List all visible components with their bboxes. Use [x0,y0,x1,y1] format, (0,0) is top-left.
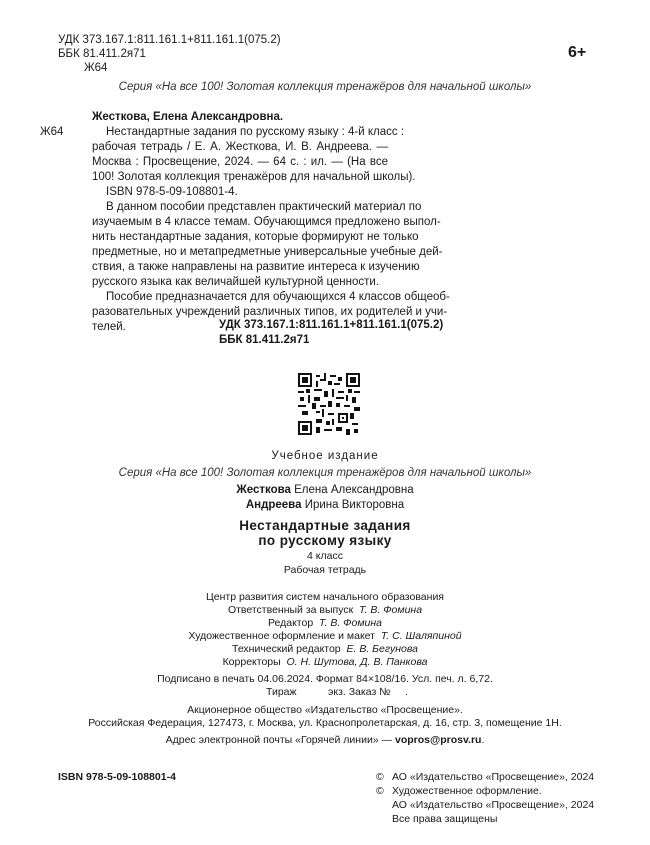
description-line: 100! Золотая коллекция тренажёров для начальной школы). [92,171,416,183]
run-label: Тираж [266,686,297,698]
copyright-line: Художественное оформление. [392,785,542,797]
description-line: Москва : Просвещение, 2024. — 64 с. : ил. — (На все [92,156,388,168]
credit-line [0,655,650,669]
rights-reserved: Все права защищены [392,813,498,825]
credit-line [0,642,650,656]
print-info: Подписано в печать 04.06.2024. Формат 84×108/16. Усл. печ. л. 6,72. [157,673,493,685]
author-2 [0,498,650,513]
hotline-label: Адрес электронной почты «Горячей линии» — [165,734,395,746]
catalog-description [92,125,450,335]
credit-role: Корректоры [222,656,281,668]
credit-role: Художественное оформление и макет [188,630,375,642]
copyright-symbol-icon: © [376,785,384,797]
annotation-line: изучаемым в 4 классе темам. Обучающимся предложено выпол- [92,216,441,228]
credit-line [0,629,650,643]
credit-role: Редактор [267,617,314,629]
footer-isbn: ISBN 978-5-09-108801-4 [58,771,176,783]
credit-person: Т. В. Фомина [359,604,423,616]
audience-line: Пособие предназначается для обучающихся 4 классов общеоб- [106,291,450,303]
credit-person: О. Н. Шутова, Д. В. Панкова [286,656,428,668]
audience-line: разовательных учреждений различных типов, их родителей и учи- [92,306,448,318]
isbn-line: ISBN 978-5-09-108801-4. [106,186,238,198]
credit-person: Е. В. Бегунова [346,643,418,655]
publisher-address: Российская Федерация, 127473, г. Москва, ул. Краснопролетарская, д. 16, стр. 3, помещение 1Н. [88,717,562,729]
book-type: Рабочая тетрадь [283,564,367,576]
author-surname: Андреева [245,499,302,511]
hotline [0,733,650,747]
annotation-line: предметные, но и метапредметные универсальные учебные дей- [92,246,443,258]
author-heading: Жесткова, Елена Александровна. [92,111,284,123]
author-given-name: Ирина Викторовна [304,499,405,511]
credit-role: Технический редактор [232,643,341,655]
catalog-bbk: ББК 81.411.2я71 [219,334,310,346]
hotline-email-link[interactable]: vopros@prosv.ru [394,734,482,746]
series-imprint: Серия «На все 100! Золотая коллекция тренажёров для начальной школы» [118,467,532,479]
book-title-line2: по русскому языку [258,533,392,548]
hotline-end: . [481,734,485,746]
credit-role: Ответственный за выпуск [227,604,354,616]
publisher-center: Центр развития систем начального образования [205,591,444,603]
annotation-line: В данном пособии представлен практический материал по [106,201,422,213]
age-rating: 6+ [568,44,587,61]
series-top: Серия «На все 100! Золотая коллекция тренажёров для начальной школы» [118,81,532,93]
copyright-line: АО «Издательство «Просвещение», 2024 [392,771,595,783]
annotation-line: ствия, а также направлены на развитие интереса к изучению [92,261,420,273]
audience-line: телей. [92,321,126,333]
annotation-line: русского языка как величайшей культурной ценности. [92,276,380,288]
copyright-symbol-icon: © [376,771,384,783]
credit-line [0,616,650,630]
order-end: . [405,686,408,698]
catalog-code: Ж64 [40,126,64,138]
description-line: рабочая тетрадь / Е. А. Жесткова, И. В. Андреева. — [92,141,388,153]
description-line: Нестандартные задания по русскому языку : 4-й класс : [106,126,405,138]
grade: 4 класс [307,550,343,562]
author-surname: Жесткова [236,484,291,496]
copyright-line: АО «Издательство «Просвещение», 2024 [392,799,595,811]
author-given-name: Елена Александровна [294,484,414,496]
author-mark: Ж64 [84,62,108,74]
publisher-name: Акционерное общество «Издательство «Просвещение». [187,704,463,716]
credit-line [0,603,650,617]
qr-code-icon[interactable] [298,373,360,435]
order-label: экз. Заказ № [328,686,391,698]
credit-person: Т. В. Фомина [319,617,383,629]
credit-person: Т. С. Шаляпиной [380,630,462,642]
udk-code: УДК 373.167.1:811.161.1+811.161.1(075.2) [58,34,281,46]
bbk-code: ББК 81.411.2я71 [58,48,146,60]
annotation-line: нить нестандартные задания, которые формируют не только [92,231,419,243]
author-1 [0,483,650,498]
catalog-udk: УДК 373.167.1:811.161.1+811.161.1(075.2) [219,319,444,331]
book-title-line1: Нестандартные задания [239,518,411,533]
edition-type: Учебное издание [271,450,379,462]
